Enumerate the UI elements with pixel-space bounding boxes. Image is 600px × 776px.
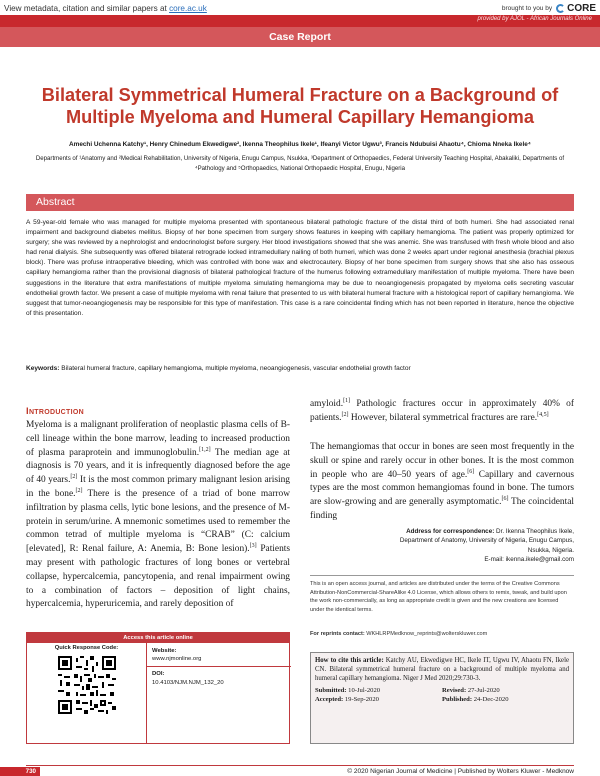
divider: [310, 575, 574, 576]
right-paragraph-1: amyloid.[1] Pathologic fractures occur in approximately 40% of patients.[2] However, bilateral symmetrical fractures are rare.[4,5]: [310, 397, 574, 423]
qr-column: [27, 643, 147, 743]
doi-link[interactable]: 10.4103/NJM.NJM_132_20: [152, 679, 224, 686]
footer-copyright: © 2020 Nigerian Journal of Medicine | Published by Wolters Kluwer - Medknow: [347, 768, 574, 775]
reprints-email[interactable]: WKHLRPMedknow_reprints@wolterskluwer.com: [364, 631, 488, 637]
article-title: Bilateral Symmetrical Humeral Fracture on a Background of Multiple Myeloma and Humeral Capillary Hemangioma: [41, 85, 559, 127]
section-label: Case Report: [0, 27, 600, 47]
right-paragraph-2: The hemangiomas that occur in bones are seen most frequently in the skull or spine and rarely occur in other bones. It is the most common in people who are 40–50 years of age.[6] Capillary and cavernous types are the most common hemangiomas found in bone. The tumors are slow-growing and are generally asymptomatic.[6] The coincidental finding: [310, 442, 574, 521]
provided-by: provided by AJOL - African Journals Online: [477, 16, 592, 22]
core-metadata: View metadata, citation and similar papers at core.ac.uk: [4, 4, 207, 13]
citation-ref[interactable]: [4,5]: [537, 411, 549, 418]
citation-ref[interactable]: [1]: [343, 397, 351, 404]
citation-box: [310, 652, 574, 744]
citation-label: How to cite this article:: [315, 657, 384, 664]
introduction-paragraph: Myeloma is a malignant proliferation of neoplastic plasma cells of B-cell lineage within the bone marrow, leading to increased production of plasma paraprotein and immunoglobulin.[1,2] The median age at diagnosis is 70 years, and it is infrequently diagnosed before the age of 40 years.[2] It is the most common primary malignant lesion arising in the bone.[2] There is the presence of a triad of bone marrow infiltration by plasma cells, lytic bone lesions, and the presence of M-protein in serum/urine. A mnemonic sometimes used to remember the common tetrad of multiple myeloma is “CRAB” (C: calcium [elevated], R: Renal failure, A: Anemia, B: Bone lesion).[3] Patients may present with pathologic fractures of long bones or vertebral collapse, hypercalcemia, pancytopenia, and renal impairment owing to a combination of factors – deposition of light chains, hypercalcemia, hyperuricemia, and rarely deposition of: [26, 420, 291, 610]
core-brought: brought to you by CORE: [501, 3, 596, 14]
abstract-heading: Abstract: [26, 194, 574, 211]
submitted-date: 10-Jul-2020: [346, 686, 381, 694]
citation-ref[interactable]: [6]: [501, 496, 509, 503]
doi-label: DOI:: [152, 671, 165, 678]
revised-date: 27-Jul-2020: [466, 686, 500, 694]
access-online-box: [26, 632, 290, 744]
reprints-label: For reprints contact:: [310, 631, 365, 637]
reprints: [310, 631, 574, 637]
core-link[interactable]: core.ac.uk: [169, 4, 207, 13]
website-label: Website:: [152, 648, 177, 654]
accepted-date: 19-Sep-2020: [343, 695, 379, 703]
affiliations: Departments of ¹Anatomy and ²Medical Rehabilitation, University of Nigeria, Enugu Campus, Nsukka, ³Department of Orthopaedics, Federal University Teaching Hospital, Abakaliki, Departments of ⁴Pathology and ⁵Orthopaedics, National Orthopaedic Hospital, Enugu, Nigeria: [35, 155, 565, 172]
citation-ref[interactable]: [3]: [249, 543, 257, 550]
correspondence-email[interactable]: E-mail: ikenna.ikele@gmail.com: [484, 555, 574, 563]
article-dates: Submitted: 10-Jul-2020 Revised: 27-Jul-2020 Accepted: 19-Sep-2020 Published: 24-Dec-2020: [315, 686, 509, 703]
page-number: 730: [0, 767, 40, 776]
author-list: Amechi Uchenna Katchy¹, Henry Chinedum Ekwedigwe², Ikenna Theophilus Ikele¹, Ifeanyi Victor Ugwu³, Francis Ndubuisi Ahaotu⁴, Chioma Nneka Ikele⁴: [69, 141, 531, 148]
divider: [147, 666, 291, 667]
website-link[interactable]: www.njmonline.org: [152, 656, 202, 663]
citation-ref[interactable]: [1,2]: [199, 446, 211, 453]
keywords: [26, 364, 574, 374]
correspondence-city: Nsukka, Nigeria.: [527, 546, 574, 554]
citation-ref[interactable]: [2]: [75, 487, 83, 494]
access-heading: Access this article online: [27, 633, 289, 643]
footer-divider: [26, 765, 574, 766]
correspondence-box: [362, 527, 574, 564]
citation-ref[interactable]: [2]: [341, 411, 349, 418]
published-date: 24-Dec-2020: [472, 695, 509, 703]
correspondence-dept: Department of Anatomy, University of Nigeria, Enugu Campus,: [399, 537, 574, 545]
citation-ref[interactable]: [6]: [467, 468, 475, 475]
keywords-text: Bilateral humeral fracture, capillary hemangioma, multiple myeloma, neoangiogenesis, vascular endothelial growth factor: [59, 365, 411, 372]
license-text: This is an open access journal, and articles are distributed under the terms of the Creative Commons Attribution-NonCommercial-ShareAlike 4.0 License, which allows others to remix, tweak, and build upon the work non-commercially, as long as appropriate credit is given and the new creations are licensed under the identical terms.: [310, 581, 567, 613]
core-logo-icon: [556, 4, 565, 13]
access-info: [152, 647, 286, 687]
citation-text: Katchy AU, Ekwedigwe HC, Ikele IT, Ugwu IV, Ahaotu FN, Ikele CN. Bilateral symmetrical humeral fracture on a background of multiple myeloma and humeral capillary hemangioma. Niger J Med 2020;29:730-3.: [315, 657, 569, 683]
correspondence-label: Address for correspondence:: [406, 528, 495, 535]
abstract-body: A 59-year-old female who was managed for multiple myeloma presented with spontaneous bilateral pathologic fracture of the distal third of both humeri. She had associated renal impairment and background diabetes mellitus. Biopsy of her bone specimen from surgery shows features in keeping with capillary hemangioma. The patient was properly optimized for surgery; she was reviewed by a nephrologist and endocrinologist before surgery. Her blood investigations showed that she was anemic. She was transfused with fresh whole blood and also had renal dialysis. She subsequently was offered bilateral retrograde locked intramedullary nailing of both humeri, which was done 2 weeks apart under regional anesthesia (brachial plexus block). There was profuse intraoperative bleeding, which was controlled with bone wax and electrocautery. Biopsy of her bone specimen from surgery shows that she also has osseous capillary hemangioma rather than the provisional diagnosis of bilateral pathological fracture of the humerus following extramedullary manifestation of multiple myeloma. There have been suggestions in the literature that extra manifestations of multiple myeloma simulating hemangioma may be due to neoangiogenesis propagated by myeloma cells secreting vascular endothelial growth factor. We present a case of multiple myeloma with renal failure that presented to us with bilateral humeral fracture with a histological report of capillary hemangioma. We suggest that tumor-neoangiogenesis may be responsible for this type of manifestation. This case is a rare coincidental finding which has not been reported in literature, hence the objective of this presentation.: [26, 219, 574, 317]
keywords-label: Keywords:: [26, 365, 60, 372]
qr-code-icon[interactable]: [58, 656, 116, 714]
correspondence-name: Dr. Ikenna Theophilus Ikele,: [494, 528, 574, 535]
top-red-band: [0, 15, 600, 27]
core-logo[interactable]: CORE: [556, 3, 596, 14]
qr-label: Quick Response Code:: [54, 645, 119, 651]
citation-ref[interactable]: [2]: [70, 474, 78, 481]
introduction-heading: Introduction: [26, 406, 84, 417]
